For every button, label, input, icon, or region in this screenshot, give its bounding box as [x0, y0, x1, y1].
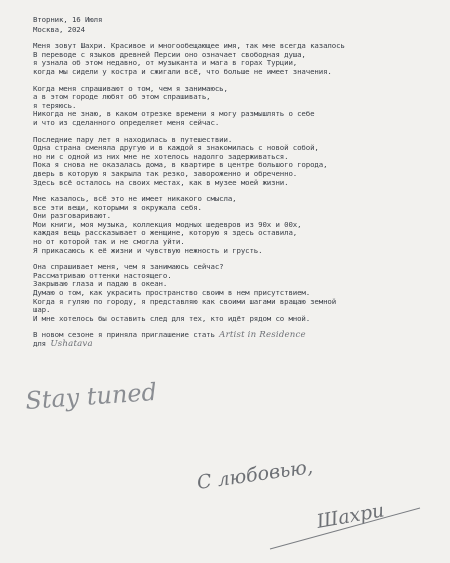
text-line: я узнала об этом недавно, от музыканта и мага в горах Турции, [33, 58, 298, 68]
text-line: Рассматриваю оттенки настоящего. [33, 270, 172, 280]
text-line: В переводе с языков древней Персии оно означает свободная душа, [33, 49, 306, 59]
text-line: Когда я гуляю по городу, я представляю как своими шагами вращаю земной [33, 296, 337, 306]
text-line: Они разговаривают. [33, 211, 111, 221]
text-line: Мои книги, моя музыка, коллекция модных шедевров из 90х и 00х, [33, 219, 302, 229]
text-line: Думаю о том, как украсить пространство своим в нем присутствием. [33, 288, 311, 298]
text-line: Я прикасаюсь к её жизни и чувствую нежность и грусть. [33, 245, 263, 255]
closing-typed: В новом сезоне я приняла приглашение стать [33, 330, 220, 340]
text-line: когда мы сидели у костра и сжигали всё, что больше не имеет значения. [33, 66, 332, 76]
text-line: Пока я снова не оказалась дома, в квартире в центре большого города, [33, 160, 328, 170]
text-line: и что из сделанного определяет меня сейчас. [33, 117, 220, 127]
text-line: шар. [33, 305, 51, 315]
stay-tuned-handwriting: Stay tuned [24, 377, 158, 415]
letter-place: Москва, 2024 [33, 24, 85, 34]
text-line: а в этом городе любят об этом спрашивать, [33, 92, 211, 102]
text-line: Одна страна сменяла другую и в каждой я знакомилась с новой собой, [33, 143, 319, 153]
text-line: Когда меня спрашивают о том, чем я занимаюсь, [33, 83, 228, 93]
text-line: Закрываю глаза и падаю в океан. [33, 279, 168, 289]
closing-for: для [33, 339, 51, 348]
text-line: дверь в которую я закрыла так резко, завороженно и обреченно. [33, 168, 298, 178]
signature-handwriting: Шахри [315, 499, 386, 533]
text-line: Никогда не знаю, в каком отрезке времени я могу размышлять о себе [33, 109, 315, 119]
letter-date: Вторник, 16 Июля [33, 15, 103, 24]
text-line: Меня зовут Шахри. Красивое и многообещающее имя, так мне всегда казалось [33, 41, 345, 51]
text-line: каждая вещь рассказывает о женщине, которую я здесь оставила, [33, 228, 298, 238]
with-love-handwriting: С любовью, [195, 455, 315, 494]
text-line: Она спрашивает меня, чем я занимаюсь сейчас? [33, 262, 224, 272]
text-line: Здесь всё осталось на своих местах, как в музее моей жизни. [33, 177, 289, 187]
text-line: Мне казалось, всё это не имеет никакого смысла, [33, 194, 237, 204]
text-line: но ни с одной из них мне не хотелось надолго задерживаться. [33, 151, 289, 161]
text-line: Последние пару лет я находилась в путешествии. [33, 134, 233, 144]
text-line: я теряюсь. [33, 100, 77, 110]
handwritten-role: Artist in Residence [219, 330, 306, 341]
handwritten-place: Ushatava [50, 339, 93, 349]
text-line: И мне хотелось бы оставить след для тех, кто идёт рядом со мной. [33, 313, 311, 323]
text-line: все эти вещи, которыми я окружала себя. [33, 202, 202, 212]
text-line: но от которой так и не смогла уйти. [33, 237, 185, 247]
